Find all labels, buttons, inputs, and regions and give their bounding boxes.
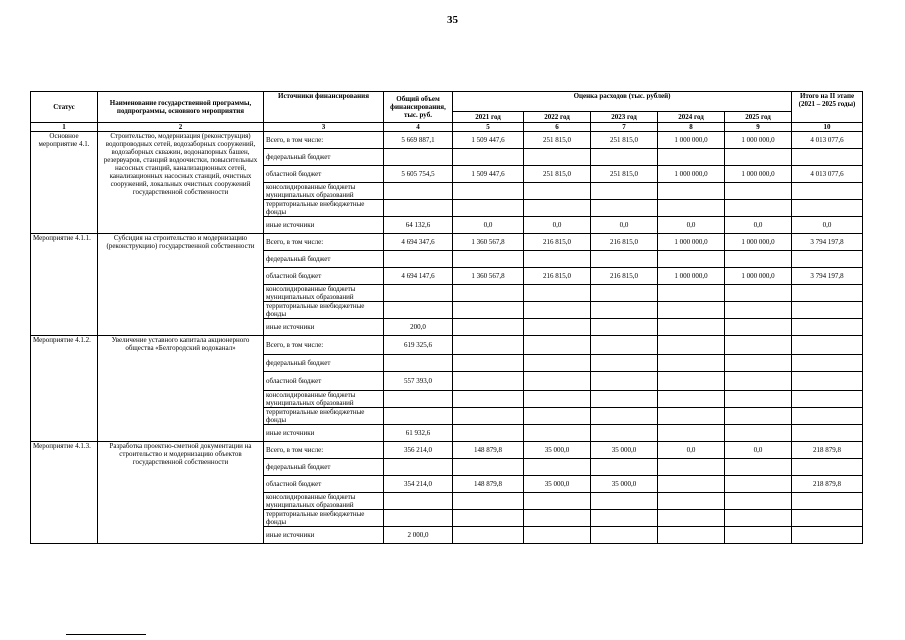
amount-cell	[725, 476, 792, 493]
amount-cell	[453, 527, 524, 544]
funding-source-cell: федеральный бюджет	[264, 459, 384, 476]
column-number: 1	[31, 123, 98, 132]
amount-cell: 0,0	[792, 217, 863, 234]
amount-cell	[591, 336, 658, 355]
amount-cell	[591, 183, 658, 200]
amount-cell: 1 000 000,0	[725, 234, 792, 251]
funding-source-cell: федеральный бюджет	[264, 149, 384, 166]
amount-cell	[453, 285, 524, 302]
funding-source-cell: Всего, в том числе:	[264, 442, 384, 459]
column-number: 4	[384, 123, 453, 132]
amount-cell	[384, 408, 453, 425]
funding-source-cell: консолидированные бюджеты муниципальных образований	[264, 183, 384, 200]
funding-source-cell: Всего, в том числе:	[264, 336, 384, 355]
funding-source-cell: областной бюджет	[264, 476, 384, 493]
column-number: 3	[264, 123, 384, 132]
amount-cell: 218 879,8	[792, 476, 863, 493]
amount-cell	[524, 319, 591, 336]
amount-cell	[591, 527, 658, 544]
amount-cell	[725, 355, 792, 372]
amount-cell	[658, 408, 725, 425]
amount-cell	[792, 510, 863, 527]
amount-cell	[384, 251, 453, 268]
amount-cell: 251 815,0	[591, 132, 658, 149]
amount-cell	[792, 459, 863, 476]
amount-cell: 0,0	[725, 217, 792, 234]
amount-cell	[591, 372, 658, 391]
header-estimate: Оценка расходов (тыс. рублей)	[453, 92, 792, 112]
amount-cell: 218 879,8	[792, 442, 863, 459]
amount-cell	[658, 391, 725, 408]
amount-cell	[658, 372, 725, 391]
amount-cell	[524, 302, 591, 319]
amount-cell	[725, 408, 792, 425]
header-name: Наименование государственной программы, подпрограммы, основного мероприятия	[98, 92, 264, 123]
footnote-separator	[66, 634, 146, 635]
funding-source-cell: Всего, в том числе:	[264, 132, 384, 149]
amount-cell: 35 000,0	[591, 442, 658, 459]
amount-cell	[792, 149, 863, 166]
amount-cell	[524, 355, 591, 372]
header-status: Статус	[31, 92, 98, 123]
amount-cell	[524, 425, 591, 442]
amount-cell	[591, 391, 658, 408]
amount-cell	[453, 372, 524, 391]
funding-source-cell: областной бюджет	[264, 268, 384, 285]
header-total: Общий объем финансирования, тыс. руб.	[384, 92, 453, 123]
amount-cell	[725, 336, 792, 355]
header-stage-total: Итого на II этапе (2021 – 2025 годы)	[792, 92, 863, 123]
amount-cell	[524, 149, 591, 166]
amount-cell	[658, 355, 725, 372]
header-year: 2022 год	[524, 112, 591, 123]
amount-cell: 0,0	[725, 442, 792, 459]
table-row	[31, 336, 863, 355]
amount-cell: 1 000 000,0	[658, 132, 725, 149]
funding-source-cell: областной бюджет	[264, 166, 384, 183]
amount-cell	[591, 510, 658, 527]
table-body	[31, 123, 863, 544]
amount-cell: 200,0	[384, 319, 453, 336]
amount-cell	[453, 493, 524, 510]
amount-cell	[792, 336, 863, 355]
amount-cell	[658, 302, 725, 319]
amount-cell: 1 000 000,0	[725, 132, 792, 149]
amount-cell	[725, 251, 792, 268]
amount-cell	[725, 391, 792, 408]
amount-cell	[658, 425, 725, 442]
funding-source-cell: иные источники	[264, 217, 384, 234]
funding-source-cell: консолидированные бюджеты муниципальных образований	[264, 493, 384, 510]
amount-cell	[453, 200, 524, 217]
amount-cell: 1 360 567,8	[453, 268, 524, 285]
amount-cell	[384, 510, 453, 527]
amount-cell	[725, 319, 792, 336]
amount-cell: 0,0	[658, 442, 725, 459]
funding-source-cell: федеральный бюджет	[264, 251, 384, 268]
amount-cell: 64 132,6	[384, 217, 453, 234]
page-number: 35	[447, 14, 458, 26]
amount-cell	[591, 285, 658, 302]
amount-cell	[524, 372, 591, 391]
amount-cell: 3 794 197,8	[792, 234, 863, 251]
header-year: 2023 год	[591, 112, 658, 123]
amount-cell	[453, 336, 524, 355]
amount-cell	[524, 391, 591, 408]
amount-cell	[591, 425, 658, 442]
amount-cell	[591, 302, 658, 319]
amount-cell	[591, 319, 658, 336]
table-row	[31, 234, 863, 251]
table-row	[31, 132, 863, 149]
funding-source-cell: Всего, в том числе:	[264, 234, 384, 251]
amount-cell: 4 013 077,6	[792, 132, 863, 149]
amount-cell	[453, 510, 524, 527]
column-number: 9	[725, 123, 792, 132]
funding-source-cell: федеральный бюджет	[264, 355, 384, 372]
amount-cell: 1 000 000,0	[658, 234, 725, 251]
amount-cell	[792, 285, 863, 302]
amount-cell: 35 000,0	[591, 476, 658, 493]
amount-cell	[453, 183, 524, 200]
amount-cell	[658, 251, 725, 268]
amount-cell: 251 815,0	[524, 132, 591, 149]
amount-cell	[725, 149, 792, 166]
amount-cell	[725, 285, 792, 302]
amount-cell	[384, 285, 453, 302]
amount-cell	[524, 200, 591, 217]
amount-cell	[524, 527, 591, 544]
header-year: 2024 год	[658, 112, 725, 123]
amount-cell	[792, 355, 863, 372]
budget-table	[30, 91, 863, 544]
amount-cell	[725, 200, 792, 217]
measure-name-cell: Строительство, модернизация (реконструкция) водопроводных сетей, водозаборных сооружений, водозаборных скважин, водонапорных башен, резервуаров, станций водоочистки, повысительных насосных станций, канализационных сетей, канализационных насосных станций, очистных сооружений, локальных очистных сооружений государственной собственности	[98, 132, 264, 234]
amount-cell	[453, 319, 524, 336]
amount-cell: 1 000 000,0	[725, 268, 792, 285]
amount-cell	[792, 493, 863, 510]
amount-cell	[658, 493, 725, 510]
amount-cell: 61 932,6	[384, 425, 453, 442]
amount-cell	[524, 510, 591, 527]
amount-cell: 148 879,8	[453, 476, 524, 493]
amount-cell	[792, 251, 863, 268]
amount-cell	[591, 408, 658, 425]
amount-cell	[453, 149, 524, 166]
amount-cell	[384, 183, 453, 200]
amount-cell: 216 815,0	[524, 234, 591, 251]
amount-cell	[792, 183, 863, 200]
amount-cell	[792, 408, 863, 425]
column-number: 8	[658, 123, 725, 132]
funding-source-cell: территориальные внебюджетные фонды	[264, 510, 384, 527]
column-number: 2	[98, 123, 264, 132]
amount-cell	[524, 336, 591, 355]
funding-source-cell: иные источники	[264, 319, 384, 336]
amount-cell: 3 794 197,8	[792, 268, 863, 285]
status-cell: Основное мероприятие 4.1.	[31, 132, 98, 234]
status-cell: Мероприятие 4.1.1.	[31, 234, 98, 336]
amount-cell	[658, 476, 725, 493]
status-cell: Мероприятие 4.1.3.	[31, 442, 98, 544]
amount-cell	[725, 183, 792, 200]
amount-cell	[725, 372, 792, 391]
funding-source-cell: территориальные внебюджетные фонды	[264, 200, 384, 217]
amount-cell	[658, 459, 725, 476]
amount-cell: 557 393,0	[384, 372, 453, 391]
amount-cell	[792, 527, 863, 544]
amount-cell	[591, 251, 658, 268]
amount-cell: 0,0	[524, 217, 591, 234]
amount-cell: 4 694 147,6	[384, 268, 453, 285]
amount-cell	[453, 391, 524, 408]
amount-cell	[792, 372, 863, 391]
amount-cell: 4 013 077,6	[792, 166, 863, 183]
amount-cell: 5 669 887,1	[384, 132, 453, 149]
amount-cell: 1 509 447,6	[453, 166, 524, 183]
amount-cell	[591, 149, 658, 166]
amount-cell	[658, 200, 725, 217]
header-year: 2021 год	[453, 112, 524, 123]
amount-cell	[384, 493, 453, 510]
amount-cell: 35 000,0	[524, 476, 591, 493]
amount-cell	[792, 391, 863, 408]
amount-cell: 1 000 000,0	[658, 268, 725, 285]
amount-cell	[792, 302, 863, 319]
column-number: 10	[792, 123, 863, 132]
amount-cell: 2 000,0	[384, 527, 453, 544]
amount-cell: 1 509 447,6	[453, 132, 524, 149]
amount-cell	[453, 355, 524, 372]
amount-cell	[658, 319, 725, 336]
amount-cell: 354 214,0	[384, 476, 453, 493]
amount-cell: 619 325,6	[384, 336, 453, 355]
amount-cell	[524, 251, 591, 268]
amount-cell	[591, 493, 658, 510]
amount-cell	[384, 200, 453, 217]
amount-cell	[658, 149, 725, 166]
amount-cell	[658, 527, 725, 544]
amount-cell	[453, 251, 524, 268]
amount-cell	[524, 408, 591, 425]
funding-source-cell: территориальные внебюджетные фонды	[264, 408, 384, 425]
amount-cell: 251 815,0	[591, 166, 658, 183]
measure-name-cell: Разработка проектно-сметной документации на строительство и модернизацию объектов государственной собственности	[98, 442, 264, 544]
amount-cell	[384, 149, 453, 166]
column-number: 7	[591, 123, 658, 132]
funding-source-cell: иные источники	[264, 527, 384, 544]
amount-cell	[591, 459, 658, 476]
amount-cell	[591, 355, 658, 372]
amount-cell	[658, 183, 725, 200]
amount-cell	[591, 200, 658, 217]
amount-cell	[792, 200, 863, 217]
amount-cell	[524, 183, 591, 200]
amount-cell	[384, 459, 453, 476]
funding-source-cell: территориальные внебюджетные фонды	[264, 302, 384, 319]
amount-cell: 5 605 754,5	[384, 166, 453, 183]
amount-cell: 0,0	[658, 217, 725, 234]
table-row	[31, 442, 863, 459]
amount-cell: 216 815,0	[524, 268, 591, 285]
amount-cell	[524, 285, 591, 302]
amount-cell: 251 815,0	[524, 166, 591, 183]
amount-cell	[725, 527, 792, 544]
funding-source-cell: областной бюджет	[264, 372, 384, 391]
measure-name-cell: Субсидия на строительство и модернизацию (реконструкцию) государственной собственности	[98, 234, 264, 336]
funding-source-cell: консолидированные бюджеты муниципальных образований	[264, 391, 384, 408]
amount-cell	[658, 285, 725, 302]
amount-cell: 216 815,0	[591, 234, 658, 251]
amount-cell	[725, 425, 792, 442]
amount-cell	[384, 355, 453, 372]
amount-cell: 148 879,8	[453, 442, 524, 459]
amount-cell: 1 360 567,8	[453, 234, 524, 251]
amount-cell	[725, 493, 792, 510]
amount-cell	[725, 302, 792, 319]
amount-cell	[524, 459, 591, 476]
amount-cell	[453, 302, 524, 319]
amount-cell: 4 694 347,6	[384, 234, 453, 251]
measure-name-cell: Увеличение уставного капитала акционерного общества «Белгородский водоканал»	[98, 336, 264, 442]
amount-cell	[725, 459, 792, 476]
amount-cell: 35 000,0	[524, 442, 591, 459]
amount-cell	[384, 302, 453, 319]
amount-cell: 356 214,0	[384, 442, 453, 459]
status-cell: Мероприятие 4.1.2.	[31, 336, 98, 442]
amount-cell: 1 000 000,0	[658, 166, 725, 183]
amount-cell	[792, 319, 863, 336]
amount-cell	[658, 336, 725, 355]
amount-cell	[725, 510, 792, 527]
column-number: 5	[453, 123, 524, 132]
funding-source-cell: иные источники	[264, 425, 384, 442]
column-number: 6	[524, 123, 591, 132]
amount-cell	[384, 391, 453, 408]
amount-cell	[792, 425, 863, 442]
amount-cell: 0,0	[591, 217, 658, 234]
funding-source-cell: консолидированные бюджеты муниципальных образований	[264, 285, 384, 302]
amount-cell: 216 815,0	[591, 268, 658, 285]
amount-cell	[453, 459, 524, 476]
header-sources: Источники финансирования	[264, 92, 384, 123]
amount-cell	[658, 510, 725, 527]
amount-cell: 0,0	[453, 217, 524, 234]
header-year: 2025 год	[725, 112, 792, 123]
amount-cell	[453, 425, 524, 442]
amount-cell: 1 000 000,0	[725, 166, 792, 183]
column-numbers-row	[31, 123, 863, 132]
amount-cell	[453, 408, 524, 425]
amount-cell	[524, 493, 591, 510]
